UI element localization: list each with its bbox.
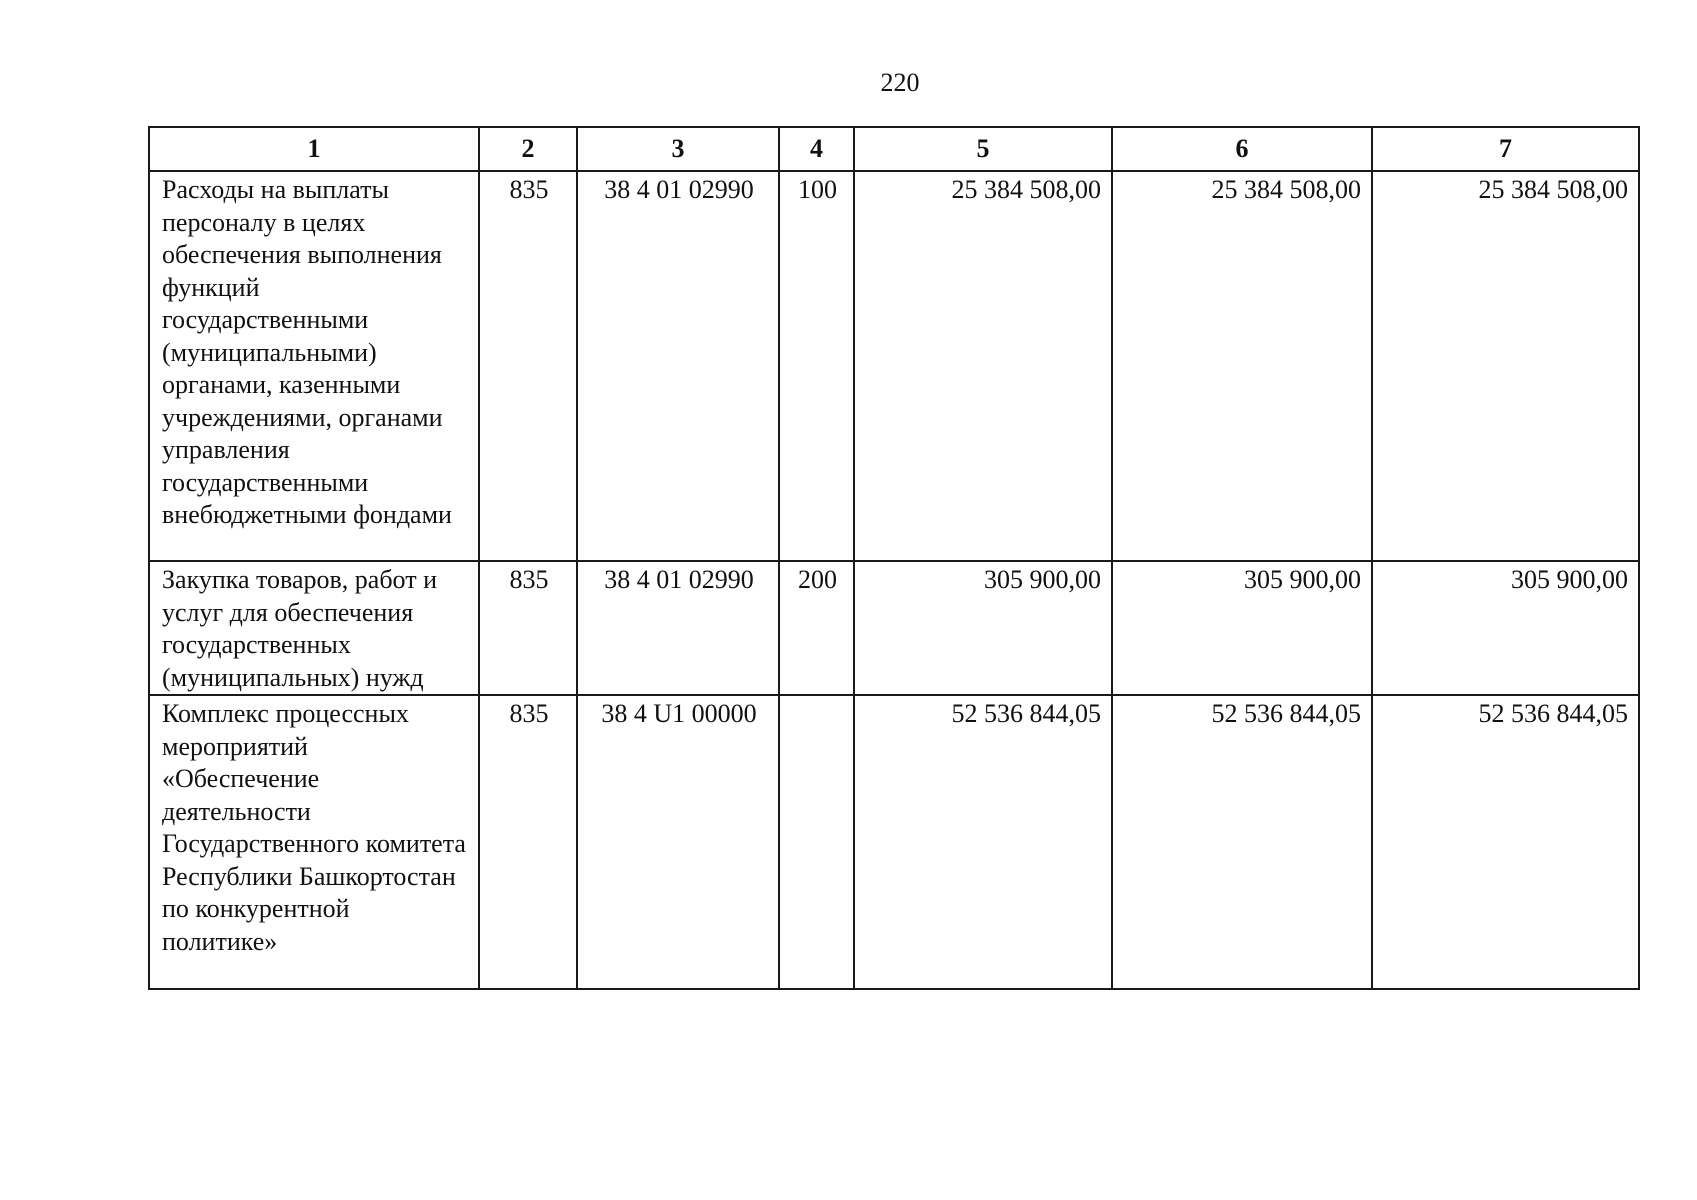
expense-name-cell: Расходы на выплаты персоналу в целях обеспечения выполнения функций государственными (муниципальными) органами, казенными учреждениями, органами управления государственными внебюджетными фондами	[149, 171, 479, 561]
amount-cell-1: 52 536 844,05	[854, 695, 1112, 989]
column-header-6: 6	[1112, 127, 1372, 171]
table-row	[149, 171, 1639, 561]
target-code-cell: 38 4 01 02990	[577, 171, 779, 561]
column-header-2: 2	[479, 127, 577, 171]
amount-cell-2: 305 900,00	[1112, 561, 1372, 695]
expense-name-cell: Закупка товаров, работ и услуг для обеспечения государственных (муниципальных) нужд	[149, 561, 479, 695]
expense-name-cell: Комплекс процессных мероприятий «Обеспечение деятельности Государственного комитета Республики Башкортостан по конкурентной политике»	[149, 695, 479, 989]
expense-type-cell: 200	[779, 561, 854, 695]
column-header-4: 4	[779, 127, 854, 171]
admin-code-cell: 835	[479, 561, 577, 695]
budget-table	[148, 126, 1640, 990]
column-header-5: 5	[854, 127, 1112, 171]
target-code-cell: 38 4 01 02990	[577, 561, 779, 695]
expense-type-cell	[779, 695, 854, 989]
table-row	[149, 695, 1639, 989]
amount-cell-3: 52 536 844,05	[1372, 695, 1639, 989]
column-header-3: 3	[577, 127, 779, 171]
amount-cell-2: 52 536 844,05	[1112, 695, 1372, 989]
amount-cell-1: 25 384 508,00	[854, 171, 1112, 561]
admin-code-cell: 835	[479, 171, 577, 561]
table-row	[149, 561, 1639, 695]
amount-cell-1: 305 900,00	[854, 561, 1112, 695]
amount-cell-2: 25 384 508,00	[1112, 171, 1372, 561]
expense-type-cell: 100	[779, 171, 854, 561]
header-row	[149, 127, 1639, 171]
column-header-7: 7	[1372, 127, 1639, 171]
amount-cell-3: 25 384 508,00	[1372, 171, 1639, 561]
target-code-cell: 38 4 U1 00000	[577, 695, 779, 989]
admin-code-cell: 835	[479, 695, 577, 989]
column-header-1: 1	[149, 127, 479, 171]
amount-cell-3: 305 900,00	[1372, 561, 1639, 695]
page-number: 220	[880, 68, 920, 97]
